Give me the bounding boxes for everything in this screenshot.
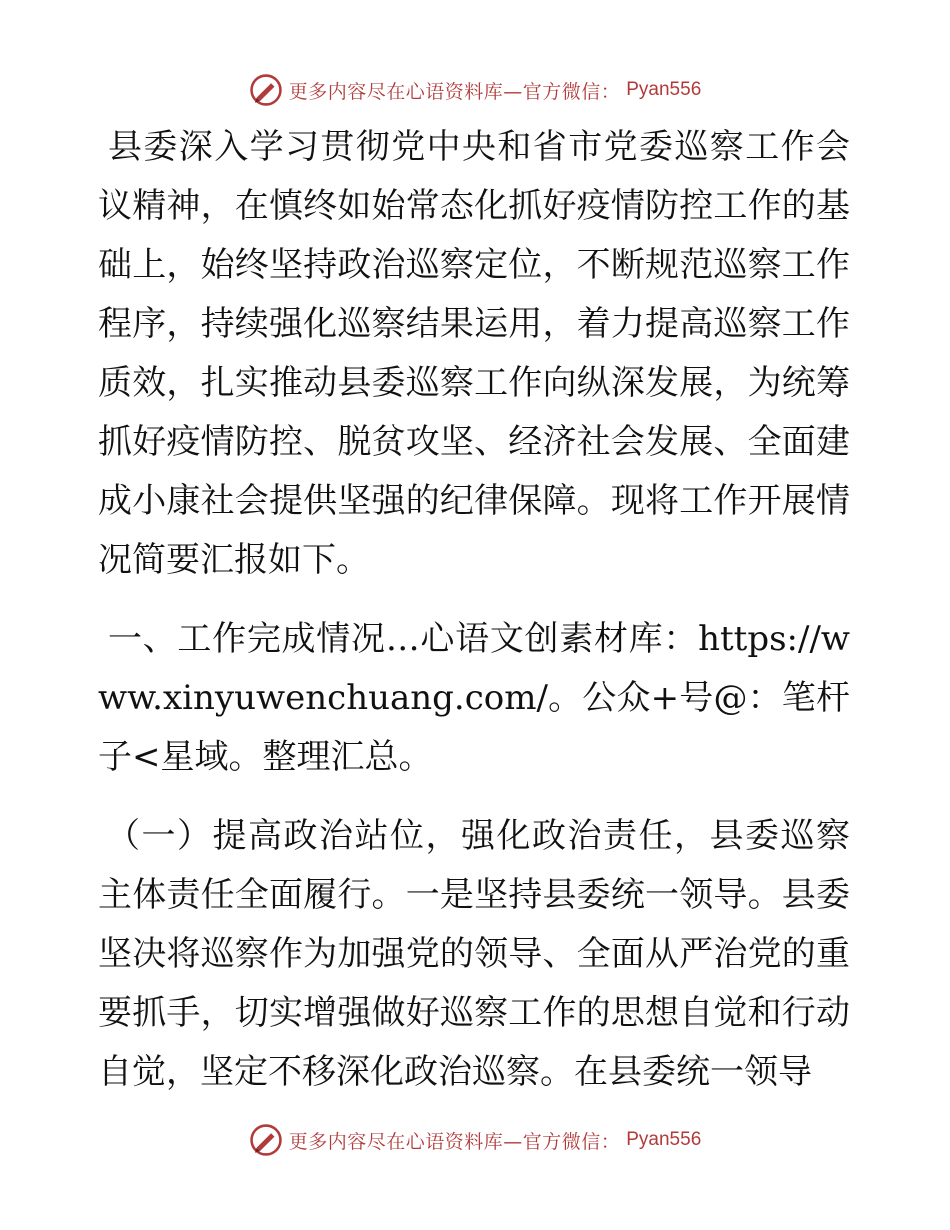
document-body (98, 118, 850, 1102)
watermark-text: 更多内容尽在心语资料库—官方微信： (288, 80, 621, 103)
header-watermark (0, 70, 950, 110)
footer-watermark (0, 1120, 950, 1160)
pen-circle-logo-icon (249, 73, 283, 107)
watermark-contact: Pyan556 (626, 1129, 702, 1150)
pen-circle-logo-icon (249, 1123, 283, 1157)
paragraph-section-heading: 一、工作完成情况…心语文创素材库：https://www.xinyuwenchuang.com/。公众+号@：笔杆子<星域。整理汇总。 (98, 619, 850, 777)
watermark-text: 更多内容尽在心语资料库—官方微信： (288, 1130, 621, 1153)
watermark-contact: Pyan556 (626, 79, 702, 100)
paragraph-intro: 县委深入学习贯彻党中央和省市党委巡察工作会议精神，在慎终如始常态化抓好疫情防控工作的基础上，始终坚持政治巡察定位，不断规范巡察工作程序，持续强化巡察结果运用，着力提高巡察工作质效，扎实推动县委巡察工作向纵深发展，为统筹抓好疫情防控、脱贫攻坚、经济社会发展、全面建成小康社会提供坚强的纪律保障。现将工作开展情况简要汇报如下。 (98, 127, 850, 580)
paragraph-subsection-1: （一）提高政治站位，强化政治责任，县委巡察主体责任全面履行。一是坚持县委统一领导。县委坚决将巡察作为加强党的领导、全面从严治党的重要抓手，切实增强做好巡察工作的思想自觉和行动自觉，坚定不移深化政治巡察。在县委统一领导 (98, 816, 850, 1092)
